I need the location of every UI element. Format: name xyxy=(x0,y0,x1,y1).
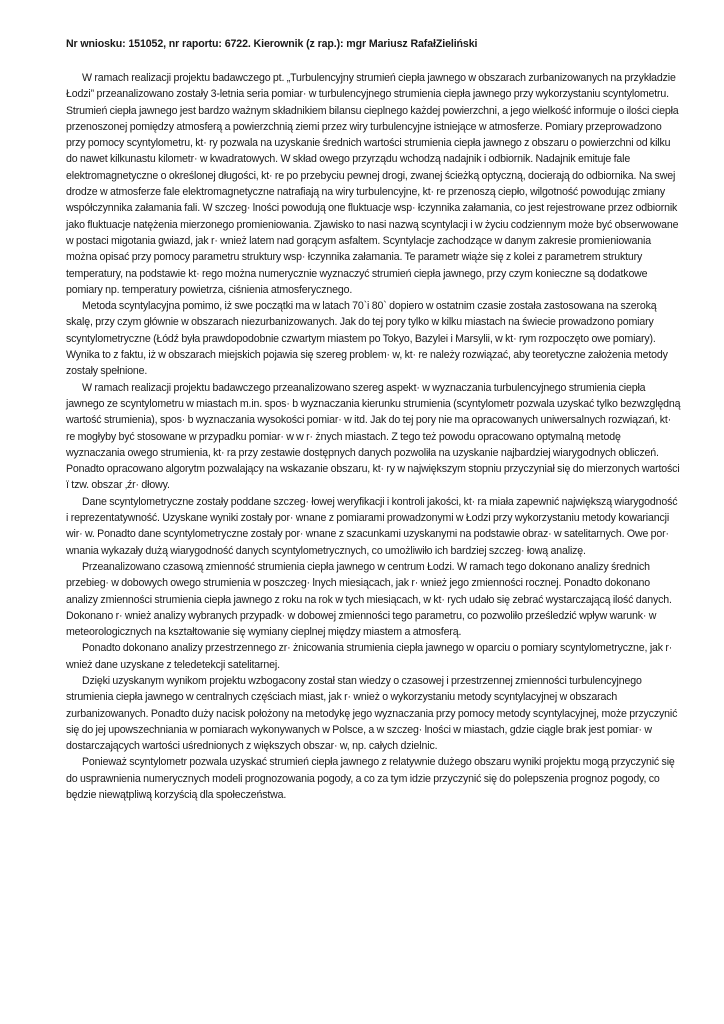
paragraph-8: Ponieważ scyntylometr pozwala uzyskać strumień ciepła jawnego z relatywnie dużego obszaru wyniki projektu mogą przyczynić się do usprawnienia numerycznych modeli prognozowania pogody, a co za tym idzie przyczynić się do polepszenia prognoz pogody, co będzie niewątpliwą korzyścią dla społeczeństwa. xyxy=(66,756,675,802)
paragraph-6: Ponadto dokonano analizy przestrzennego zr· żnicowania strumienia ciepła jawnego w oparciu o pomiary scyntylometryczne, jak r· wnież dane uzyskane z teledetekcji satelitarnej. xyxy=(66,642,673,671)
paragraph-3: W ramach realizacji projektu badawczego przeanalizowano szereg aspekt· w wyznaczania turbulencyjnego strumienia ciepła jawnego ze scyntylometru w miastach m.in. spos· b wyznaczania kierunku strumienia (scyntylometr pozwala uzyskać tylko bezwzględną wartość strumienia), spos· b wyznaczania wysokości pomiar· w itd. Jak do tej pory nie ma opracowanych uniwersalnych rozwiązań, kt· re mogłyby być stosowane w przypadku pomiar· w w r· żnych miastach. Z tego też powodu opracowano optymalną metodę wyznaczania owego strumienia, kt· ra przy zestawie dostępnych danych pozwoliła na uzyskanie najbardziej wiarygodnych obliczeń. Ponadto opracowano algorytm pozwalający na wskazanie obszaru, kt· ry w największym stopniu przyczyniał się do mierzonych wartości ï tzw. obszar ‚źr· dłowy. xyxy=(66,381,681,492)
paragraph-4: Dane scyntylometryczne zostały poddane szczeg· łowej weryfikacji i kontroli jakości, kt· ra miała zapewnić największą wiarygodność i reprezentatywność. Uzyskane wyniki zostały por· wnane z pomiarami prowadzonymi w Łodzi przy wykorzystaniu metody kowariancji wir· w. Ponadto dane scyntylometryczne zostały por· wnane z szacunkami uzyskanymi na podstawie obraz· w satelitarnych. Owe por· wnania wykazały dużą wiarygodność danych scyntylometrycznych, co umożliwiło ich bardziej szczeg· łową analizę. xyxy=(66,495,678,557)
paragraph-2: Metoda scyntylacyjna pomimo, iż swe początki ma w latach 70`i 80` dopiero w ostatnim czasie została zastosowana na szeroką skalę, przy czym głównie w obszarach niezurbanizowanych. Jak do tej pory tylko w kilku miastach na świecie prowadzono pomiary scyntylometryczne (Łódź była prawdopodobnie czwartym miastem po Tokyo, Bazylei i Marsylii, w kt· rym rozpoczęto owe pomiary). Wynika to z faktu, iż w obszarach miejskich pojawia się szereg problem· w, kt· re należy rozwiązać, aby teoretyczne założenia metody zostały spełnione. xyxy=(66,300,668,378)
paragraph-5: Przeanalizowano czasową zmienność strumienia ciepła jawnego w centrum Łodzi. W ramach tego dokonano analizy średnich przebieg· w dobowych owego strumienia w poszczeg· lnych miesiącach, jak r· wnież jego zmienności rocznej. Ponadto dokonano analizy zmienności strumienia ciepła jawnego z roku na rok w tych miesiącach, w kt· rych udało się zebrać wystarczającą ilość danych. Dokonano r· wnież analizy wybranych przypadk· w dobowej zmienności tego parametru, co pozwoliło prześledzić wpływ warunk· w meteorologicznych na kształtowanie się wymiany cieplnej między miastem a atmosferą. xyxy=(66,560,672,639)
document-page xyxy=(66,36,682,803)
paragraph-7: Dzięki uzyskanym wynikom projektu wzbogacony został stan wiedzy o czasowej i przestrzennej zmienności turbulencyjnego strumienia ciepła jawnego w centralnych częściach miast, jak r· wnież o wykorzystaniu metody scyntylacyjnej w obszarach zurbanizowanych. Ponadto duży nacisk położony na metodykę jego wyznaczania przy pomocy metody scyntylacyjnej, może przyczynić się do jej upowszechniania w pomiarach wykonywanych w Polsce, a w szczeg· lności w miastach, gdzie ciągle brak jest pomiar· w dostarczających wartości uśrednionych z większych obszar· w, np. całych dzielnic. xyxy=(66,674,678,753)
paragraph-1: W ramach realizacji projektu badawczego pt. „Turbulencyjny strumień ciepła jawnego w obszarach zurbanizowanych na przykładzie Łodzi” przeanalizowano zostały 3-letnia seria pomiar· w turbulencyjnego strumienia ciepła jawnego przy wykorzystaniu scyntylometru. Strumień ciepła jawnego jest bardzo ważnym składnikiem bilansu cieplnego każdej powierzchni, a jego wielkość informuje o ilości ciepła przenoszonej pomiędzy atmosferą a powierzchnią ziemi przez wiry turbulencyjne istniejące w atmosferze. Pomiary przeprowadzono przy pomocy scyntylometru, kt· ry pozwala na uzyskanie średnich wartości strumienia ciepła jawnego z obszaru o powierzchni od kilku do nawet kilkunastu kilometr· w kwadratowych. W skład owego przyrządu wchodzą nadajnik i odbiornik. Nadajnik emituje fale elektromagnetyczne o określonej długości, kt· re po przebyciu pewnej drogi, zwanej ścieżką optyczną, docierają do odbiornika. Na swej drodze w atmosferze fale elektromagnetyczne natrafiają na wiry turbulencyjne, kt· re przenoszą ciepło, wilgotność powodując zmiany współczynnika załamania fali. W szczeg· lności powodują one fluktuacje wsp· łczynnika załamania, co jest rejestrowane przez odbiornik jako fluktuacje natężenia mierzonego promieniowania. Zjawisko to nasi nazwą scyntylacji i w życiu codziennym może być obserwowane w postaci migotania gwiazd, jak r· wnież latem nad gorącym asfaltem. Scyntylacje zachodzące w danym zakresie promieniowania można opisać przy pomocy parametru struktury wsp· łczynnika załamania. Te parametr wiąże się z kolei z parametrem struktury temperatury, na podstawie kt· rego można numerycznie wyznaczyć strumień ciepła jawnego, przy czym konieczne są dodatkowe pomiary np. temperatury powietrza, ciśnienia atmosferycznego. xyxy=(66,72,679,296)
report-header: Nr wniosku: 151052, nr raportu: 6722. Kierownik (z rap.): mgr Mariusz RafałZieliński xyxy=(66,38,478,50)
